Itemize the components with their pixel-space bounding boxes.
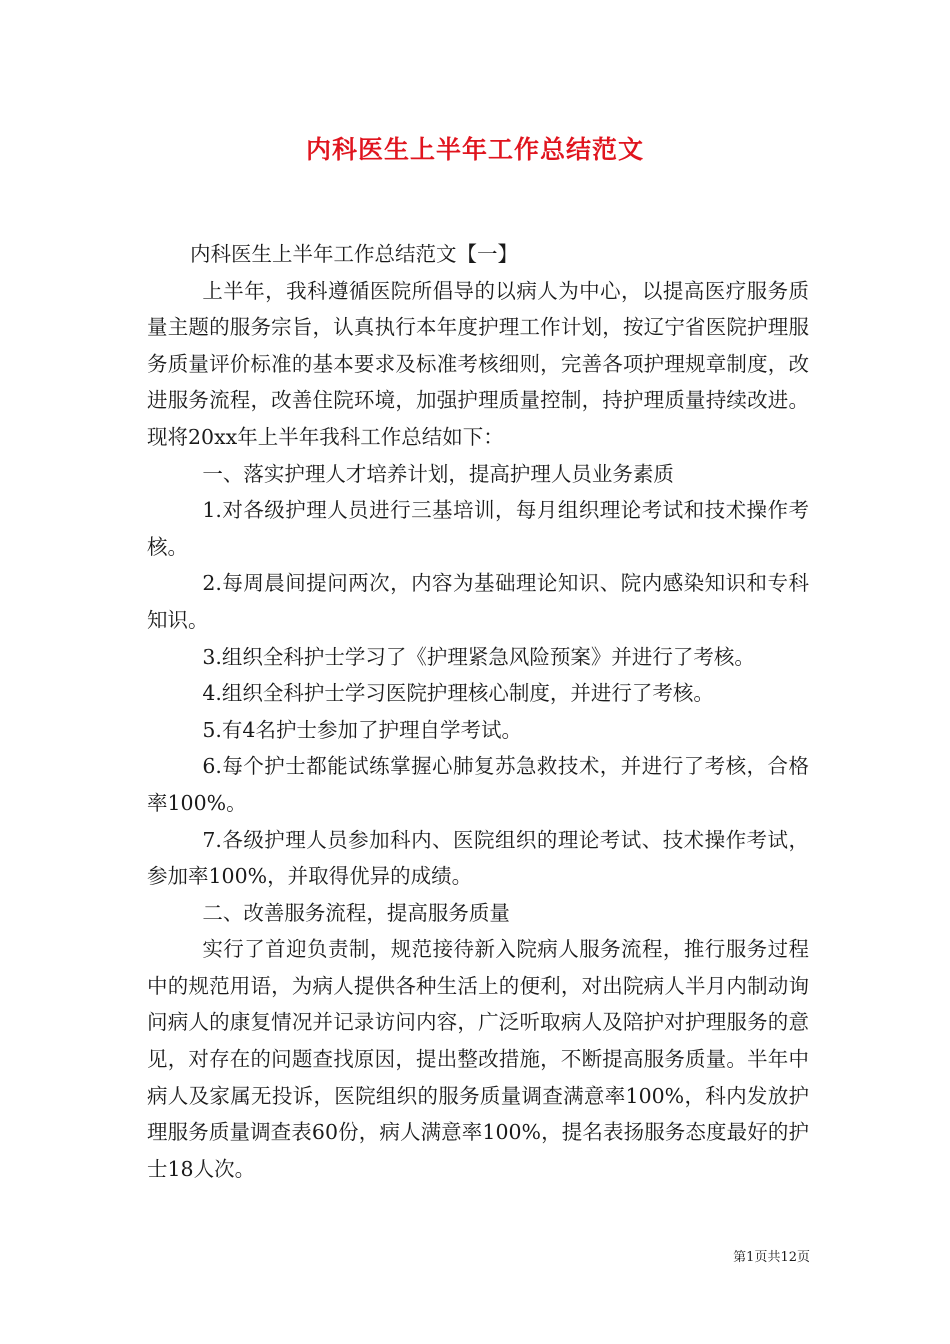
service-paragraph: 实行了首迎负责制，规范接待新入院病人服务流程，推行服务过程中的规范用语，为病人提供各种生活上的便利，对出院病人半月内制动询问病人的康复情况并记录访问内容，广泛听取病人及陪护对护理服务的意见，对存在的问题查找原因，提出整改措施，不断提高服务质量。半年中病人及家属无投诉，医院组织的服务质量调查满意率100%，科内发放护理服务质量调查表60份，病人满意率100%，提名表扬服务态度最好的护士18人次。	[147, 937, 809, 1181]
list-item-7: 7.各级护理人员参加科内、医院组织的理论考试、技术操作考试，参加率100%，并取得优异的成绩。	[147, 827, 809, 889]
section-subtitle: 内科医生上半年工作总结范文【一】	[190, 242, 519, 266]
list-item-2: 2.每周晨间提问两次，内容为基础理论知识、院内感染知识和专科知识。	[147, 571, 809, 632]
list-item-1: 1.对各级护理人员进行三基培训，每月组织理论考试和技术操作考核。	[147, 498, 809, 559]
list-item-4: 4.组织全科护士学习医院护理核心制度，并进行了考核。	[202, 681, 714, 706]
section-heading-2: 二、改善服务流程，提高服务质量	[202, 900, 510, 925]
section-heading-1: 一、落实护理人才培养计划，提高护理人员业务素质	[202, 461, 674, 486]
document-body	[147, 236, 809, 1187]
list-item-5: 5.有4名护士参加了护理自学考试。	[202, 717, 522, 742]
intro-paragraph: 上半年，我科遵循医院所倡导的以病人为中心，以提高医疗服务质量主题的服务宗旨，认真执行本年度护理工作计划，按辽宁省医院护理服务质量评价标准的基本要求及标准考核细则，完善各项护理规章制度，改进服务流程，改善住院环境，加强护理质量控制，持护理质量持续改进。现将20xx年上半年我科工作总结如下：	[147, 278, 809, 449]
list-item-6: 6.每个护士都能试练掌握心肺复苏急救技术，并进行了考核，合格率100%。	[147, 754, 809, 815]
list-item-3: 3.组织全科护士学习了《护理紧急风险预案》并进行了考核。	[202, 644, 755, 669]
document-title: 内科医生上半年工作总结范文	[305, 135, 644, 164]
page-number-footer: 第1页共12页	[733, 1250, 810, 1265]
